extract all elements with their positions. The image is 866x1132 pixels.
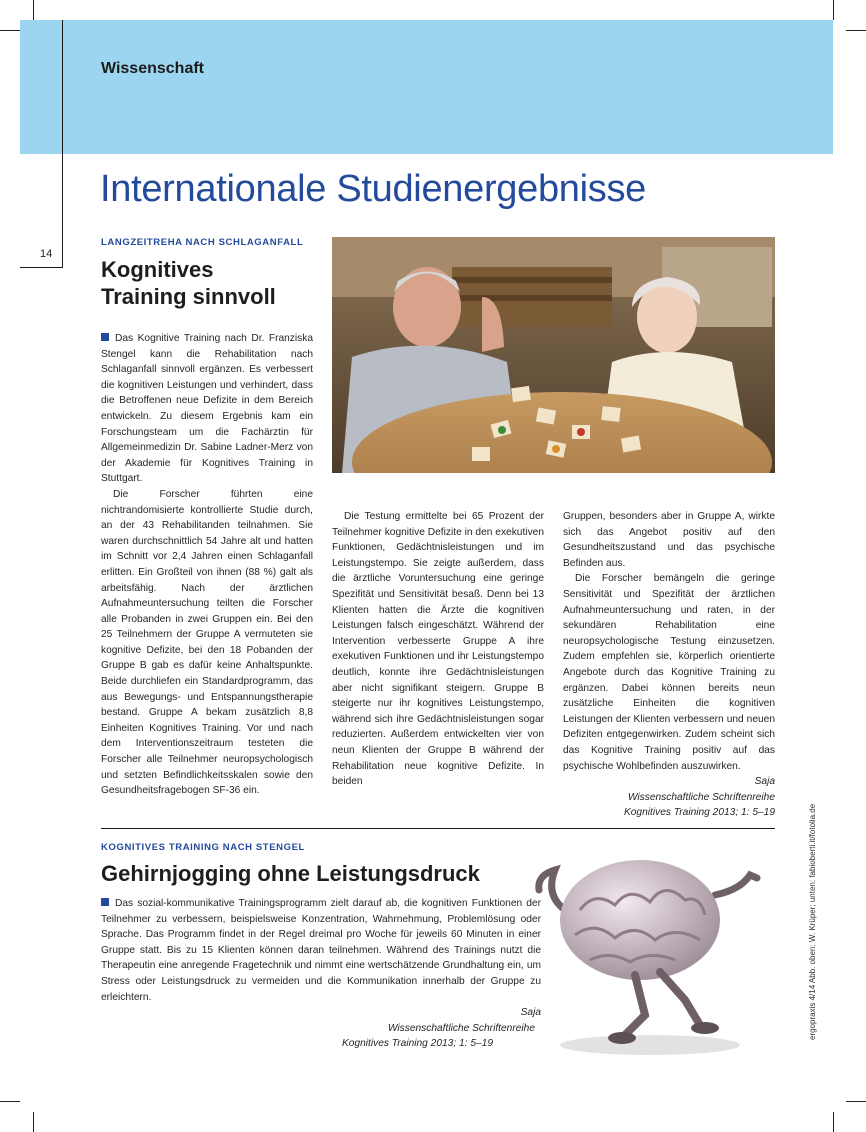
article1-col1-paragraph1: Das Kognitive Training nach Dr. Franziska Stengel kann die Rehabilitation nach Schlaganfall sinnvoll ergänzen. Es verbessert die kognitiven Leistungen und verhindert, dass die Betroffenen neue Defizite in dem Bereich entwickeln. Zu diesem Ergebnis kam ein Forschungsteam um die Fachärztin für Allgemeinmedizin Dr. Sabine Ladner-Merz von der Akademie für Kognitives Training in Stuttgart.	[101, 333, 313, 485]
article2-citation-line2: Kognitives Training 2013; 1: 5–19	[341, 1038, 493, 1050]
bullet-square-icon	[101, 333, 109, 341]
page-title: Internationale Studienergebnisse	[100, 168, 647, 210]
running-brain-illustration	[525, 840, 775, 1060]
crop-mark	[833, 0, 834, 20]
article1-citation-line2: Kognitives Training 2013; 1: 5–19	[623, 807, 775, 819]
crop-mark	[833, 1112, 834, 1132]
article2-citation-line1: Wissenschaftliche Schriftenreihe	[387, 1022, 535, 1034]
crop-mark	[33, 1112, 34, 1132]
page-number-rule	[20, 267, 63, 268]
section-divider	[101, 828, 775, 829]
section-label: Wissenschaft	[101, 60, 204, 77]
article2-signature: Saja	[520, 1007, 541, 1019]
article1-column-3	[563, 509, 775, 821]
article2-headline: Gehirnjogging ohne Leistungsdruck	[101, 861, 480, 886]
article1-col3-paragraph1: Gruppen, besonders aber in Gruppe A, wirkte sich das Angebot positiv auf den Gesundheitszustand und das psychische Befinden aus.	[563, 511, 775, 569]
article1-kicker: LANGZEITREHA NACH SCHLAGANFALL	[101, 237, 304, 248]
article1-col2-paragraph1: Die Testung ermittelte bei 65 Prozent der Teilnehmer kognitive Defizite in den exekutiven Funktionen, Gedächtnisleistungen und im Leistungstempo. Sie zeigte außerdem, dass die ärztliche Voruntersuchung eine geringe Spezifität und Sensitivität besaß. Denn bei 13 Klienten hatten die Ärzte die kognitiven Leistungen falsch eingeschätzt. Während der Intervention verbesserte Gruppe A ihre exekutiven Funktionen und ihr Leistungstempo deutlich, konnte ihre Gedächtnisleistungen aber nicht signifikant steigern. Gruppe B steigerte nur ihr kognitives Leistungstempo, während sich ihre Gedächtnisleistungen sogar reduzierten. Außerdem entwickelten vier von neun Klienten der Gruppe B während der Rehabilitation neue kognitive Defizite. In beiden	[332, 511, 544, 788]
article1-headline	[101, 256, 276, 310]
crop-mark	[33, 0, 34, 20]
article2-body-text: Das sozial-kommunikative Trainingsprogramm zielt darauf ab, die kognitiven Funktionen der Teilnehmer zu verbessern, beispielsweise Konzentration, Wahrnehmung, Problemlösung oder Sprache. Das Programm findet in der Regel dreimal pro Woche für jeweils 60 Minuten in einer Gruppe statt. Bis zu 15 Klienten können daran teilnehmen. Während des Trainings nutzt die Therapeutin eine anregende Fragetechnik und nimmt eine wertschätzende Grundhaltung ein, um Stress oder Leistungsdruck zu vermeiden und die Kommunikation innerhalb der Gruppe zu erleichtern.	[101, 898, 541, 1003]
article1-col3-paragraph2: Die Forscher bemängeln die geringe Sensitivität und Spezifität der ärztlichen Aufnahmeuntersuchung und raten, in der sekundären Rehabilitation eine neuropsychologische Testung einzusetzen. Zudem empfehlen sie, körperlich orientierte Angebote durch das Kognitive Training zu ergänzen. Dabei können bereits neun zusätzliche Einheiten die kognitiven Leistungen der Klienten verbessern und neuen Defiziten entgegenwirken. Zudem scheint sich das Kognitive Training positiv auf das psychische Wohlbefinden auszuwirken.	[563, 573, 775, 772]
page-number: 14	[40, 248, 53, 260]
seniors-playing-memory-game-photo	[332, 237, 775, 473]
crop-mark	[0, 30, 20, 31]
article2-kicker: KOGNITIVES TRAINING NACH STENGEL	[101, 842, 305, 853]
photo-illustration	[332, 237, 775, 473]
article1-citation-line1: Wissenschaftliche Schriftenreihe	[627, 791, 775, 803]
bullet-square-icon	[101, 898, 109, 906]
article2-body	[101, 896, 541, 1052]
brain-icon	[525, 840, 775, 1060]
article1-column-1	[101, 331, 313, 799]
crop-mark	[846, 30, 866, 31]
article1-column-2	[332, 509, 544, 790]
article1-col1-paragraph2: Die Forscher führten eine nichtrandomisierte kontrollierte Studie durch, an der 43 Rehabilitanden teilnahmen. Sie waren durchschnittlich 54 Jahre alt und hatten im Schnitt vor 2,4 Jahren einen Schlaganfall erlitten. Ein Großteil von ihnen (88 %) galt als arbeitsfähig. Nach der ärztlichen Aufnahmeuntersuchung teilten die Forscher alle Probanden in zwei Gruppen ein. Bei den 25 Teilnehmern der Gruppe A vermuteten sie kognitive Defizite, bei den 18 Pobanden der Gruppe B gab es dafür keine Anhaltspunkte. Beide durchliefen ein Standardprogramm, das aus Bewegungs- und Entspannungstherapie bestand. Gruppe A bekam zusätzlich 8,8 Einheiten Kognitives Training. Vor und nach dem Interventionszeitraum testeten die Forscher alle Teilnehmer neuropsychologisch und setzten Befindlichkeitsskalen sowie den Gesundheitsfragebogen SF-36 ein.	[101, 488, 313, 797]
side-credit: ergopraxis 4/14 Abb. oben: W. Krüper; unten: fabioberti.it/fotolia.de	[808, 803, 817, 1040]
article1-signature: Saja	[754, 776, 775, 788]
header-band	[20, 20, 833, 154]
crop-mark	[846, 1101, 866, 1102]
article1-headline-line2: Training sinnvoll	[101, 284, 276, 309]
crop-mark	[0, 1101, 20, 1102]
article1-headline-line1: Kognitives	[101, 257, 214, 282]
margin-rule	[62, 20, 63, 267]
